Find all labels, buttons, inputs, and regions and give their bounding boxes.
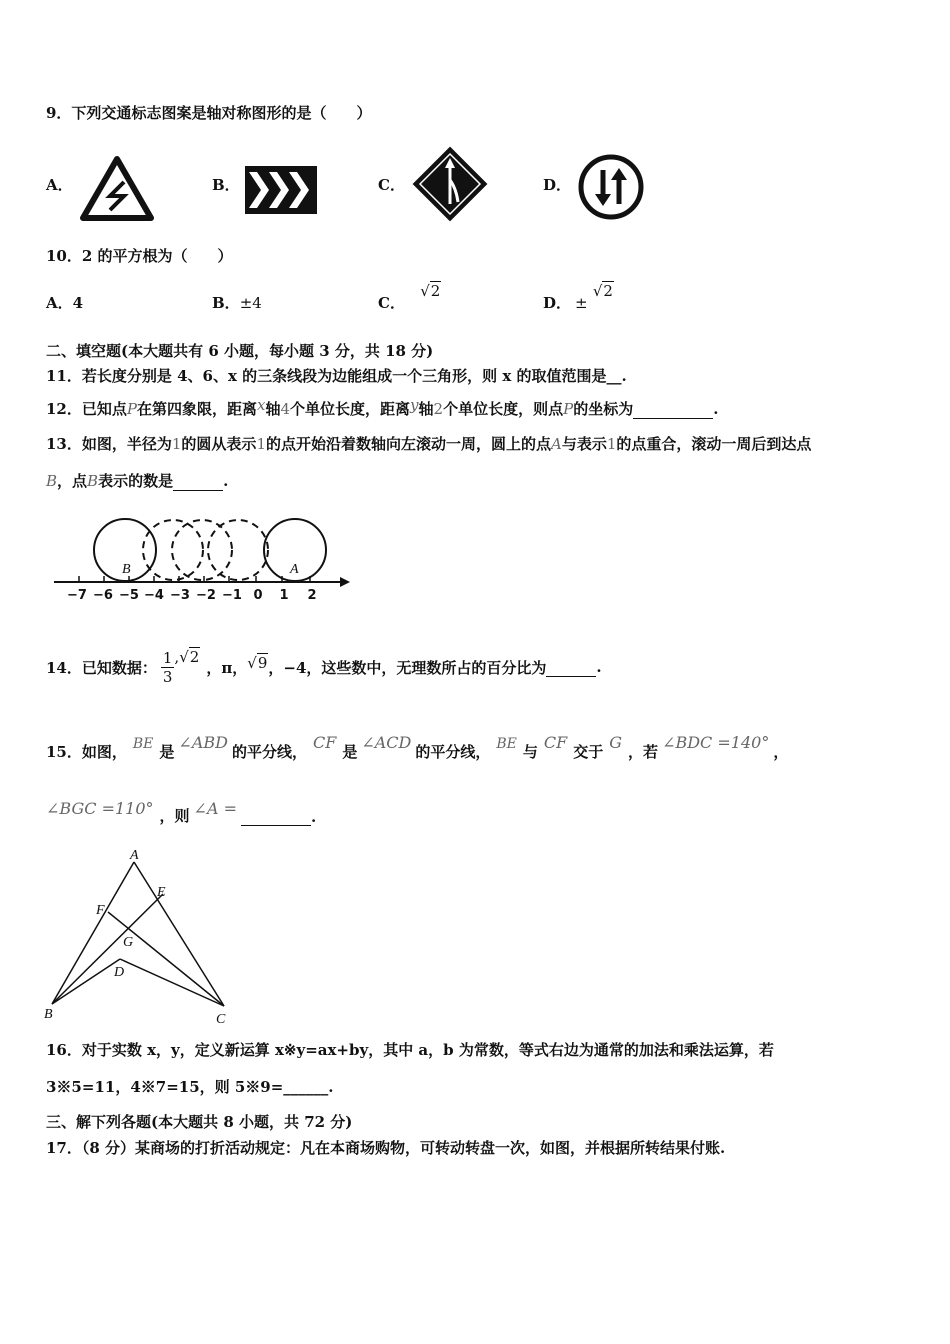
tick-label: −6 (93, 588, 113, 603)
tick-label: −2 (196, 588, 216, 603)
q14-text: 14．已知数据： (46, 658, 157, 677)
radicand: 2 (603, 282, 613, 300)
segment-be: BE (496, 736, 517, 752)
label-point-b: B (122, 562, 131, 577)
q15-text: 是 (342, 743, 358, 761)
q10-option-c-label: C． (378, 294, 405, 312)
angle-bgc-value: ∠BGC =110° (46, 799, 154, 818)
question-13-line-1 (46, 433, 811, 454)
q10-option-a-label: A． (46, 294, 73, 312)
number-1: 1 (171, 435, 182, 453)
geometry-triangle-figure (40, 846, 240, 1031)
q15-text: 交于 (573, 743, 604, 761)
q12-text: . (713, 400, 719, 418)
q9-option-c-label: C． (378, 176, 405, 194)
q10-option-a (46, 292, 83, 313)
angle-bdc-value: ∠BDC =140° (662, 733, 770, 752)
chevron-arrows-icon (245, 166, 317, 214)
point-b: B (87, 472, 99, 490)
q12-text: 在第四象限，距离 (136, 400, 257, 418)
q13-text: 的圆从表示 (181, 435, 257, 453)
tick-label: −3 (170, 588, 190, 603)
radicand: 2 (189, 648, 200, 666)
number-2: 2 (433, 400, 444, 418)
question-16-line-2: 3※5=11，4※7=15，则 5※9=______. (46, 1078, 334, 1096)
q13-text: 表示的数是 (98, 472, 174, 490)
number-1: 1 (606, 435, 617, 453)
axis-arrow (340, 577, 350, 587)
q12-text: 12．已知点 (46, 400, 127, 418)
side-ab (52, 862, 134, 1004)
q14-text: ，−4，这些数中，无理数所占的百分比为 (268, 658, 547, 677)
q12-text: 的坐标为 (573, 400, 634, 418)
question-9-stem: 9．下列交通标志图案是轴对称图形的是（ ） (46, 104, 372, 122)
question-14 (46, 642, 602, 692)
answer-blank (173, 472, 223, 491)
angle-a: ∠A = (193, 799, 237, 818)
circle-rolling-3 (208, 520, 268, 580)
numerator: 1 (162, 648, 173, 667)
question-16-line-1: 16．对于实数 x，y，定义新运算 x※y=ax+by，其中 a，b 为常数，等式右边为通常的加法和乘法运算，若 (46, 1041, 774, 1059)
number-4: 4 (280, 400, 291, 418)
question-12 (46, 398, 718, 419)
q12-text: 轴 (418, 400, 434, 418)
q12-text: 个单位长度，距离 (290, 400, 411, 418)
sqrt-9: √9 (247, 654, 268, 672)
segment-cf: CF (543, 733, 568, 752)
q15-text: ， (773, 743, 789, 761)
plus-minus-sign: ± (575, 294, 588, 312)
radicand: 9 (257, 654, 268, 672)
sqrt-expression: √2 (420, 282, 441, 300)
q12-text: 个单位长度，则点 (443, 400, 564, 418)
rolling-circle-number-line-figure (52, 510, 362, 602)
segment-cf: CF (312, 733, 337, 752)
question-13-line-2 (46, 470, 228, 491)
two-way-traffic-circle-icon (578, 154, 644, 220)
tick-label: −4 (144, 588, 164, 603)
q15-text: . (310, 808, 317, 826)
q13-text: 的点开始沿着数轴向左滚动一周，圆上的点 (265, 435, 551, 453)
q14-text: ，π， (206, 658, 248, 677)
segment-cf (108, 912, 224, 1006)
denominator: 3 (162, 667, 173, 686)
q10-option-d-label: D． (543, 294, 572, 312)
vertex-label-a: A (130, 848, 139, 863)
comma: , (174, 648, 180, 666)
label-point-a: A (290, 562, 299, 577)
q12-text: 轴 (265, 400, 281, 418)
q9-option-a-label: A． (46, 176, 73, 194)
question-10-stem: 10．2 的平方根为（ ） (46, 247, 233, 265)
q15-text: 是 (159, 743, 175, 761)
tick-label: −5 (119, 588, 139, 603)
q10-option-b-label: B． (212, 294, 240, 312)
section-2-heading: 二、填空题(本大题共有 6 小题，每小题 3 分，共 18 分) (46, 342, 434, 360)
fraction-one-third (161, 649, 175, 686)
q15-text: 的平分线， (415, 743, 491, 761)
vertex-label-f: F (96, 903, 105, 918)
answer-blank (241, 807, 311, 826)
q15-text: ，则 (159, 807, 190, 825)
segment-be (52, 894, 163, 1004)
sqrt-expression: √2 (592, 282, 613, 300)
point-p: P (126, 400, 137, 418)
angle-acd: ∠ACD (361, 733, 412, 752)
warning-triangle-zigzag-icon (80, 156, 154, 222)
var-y: y (410, 396, 419, 414)
point-a: A (551, 435, 562, 453)
circle-rolling-1 (143, 520, 203, 580)
segment-bd (52, 959, 120, 1004)
q10-option-b-value: ±4 (239, 294, 262, 312)
question-15-line-2 (46, 790, 316, 826)
side-ac (134, 862, 224, 1006)
vertex-label-g: G (123, 935, 134, 950)
point-g: G (609, 733, 623, 752)
q10-option-b (212, 292, 262, 313)
q9-option-d-label: D． (543, 176, 572, 194)
q15-text: 与 (522, 743, 538, 761)
section-3-heading: 三、解下列各题(本大题共 8 小题，共 72 分) (46, 1113, 353, 1131)
question-11: 11．若长度分别是 4、6、x 的三条线段为边能组成一个三角形，则 x 的取值范围是__. (46, 367, 627, 385)
point-p: P (563, 400, 574, 418)
q9-option-b-label: B． (212, 176, 240, 194)
q13-text: . (223, 472, 229, 490)
q10-option-d (543, 282, 614, 313)
sqrt-2: √2 (179, 648, 200, 666)
angle-abd: ∠ABD (178, 733, 228, 752)
tick-label: 2 (307, 588, 317, 603)
question-17: 17．（8 分）某商场的打折活动规定：凡在本商场购物，可转动转盘一次，如图，并根据所转结果付账. (46, 1139, 726, 1157)
q13-text: ，点 (57, 472, 88, 490)
tick-label: −7 (67, 588, 87, 603)
segment-dc (120, 959, 224, 1006)
vertex-label-c: C (216, 1012, 226, 1027)
q15-text: 15．如图， (46, 743, 127, 761)
vertex-label-e: E (157, 885, 166, 900)
tick-label: 0 (253, 588, 263, 603)
segment-be: BE (132, 736, 154, 752)
number-1: 1 (256, 435, 266, 453)
answer-blank (546, 658, 596, 677)
q13-text: 与表示 (561, 435, 607, 453)
q15-text: 的平分线， (231, 743, 307, 761)
merge-lane-diamond-icon (412, 146, 488, 222)
var-x: x (256, 396, 266, 414)
tick-label: −1 (222, 588, 242, 603)
q15-text: ，若 (628, 743, 659, 761)
tick-label: 1 (279, 588, 289, 603)
q13-text: 的点重合，滚动一周后到达点 (616, 435, 812, 453)
point-b: B (46, 472, 58, 490)
q13-text: 13．如图，半径为 (46, 435, 172, 453)
vertex-label-b: B (44, 1007, 53, 1022)
radicand: 2 (430, 282, 441, 300)
q10-option-c (378, 282, 441, 313)
vertex-label-d: D (114, 965, 125, 980)
q10-option-a-value: 4 (72, 294, 84, 312)
question-15-line-1 (46, 722, 788, 762)
q14-text: . (596, 658, 602, 676)
answer-blank (633, 400, 713, 419)
